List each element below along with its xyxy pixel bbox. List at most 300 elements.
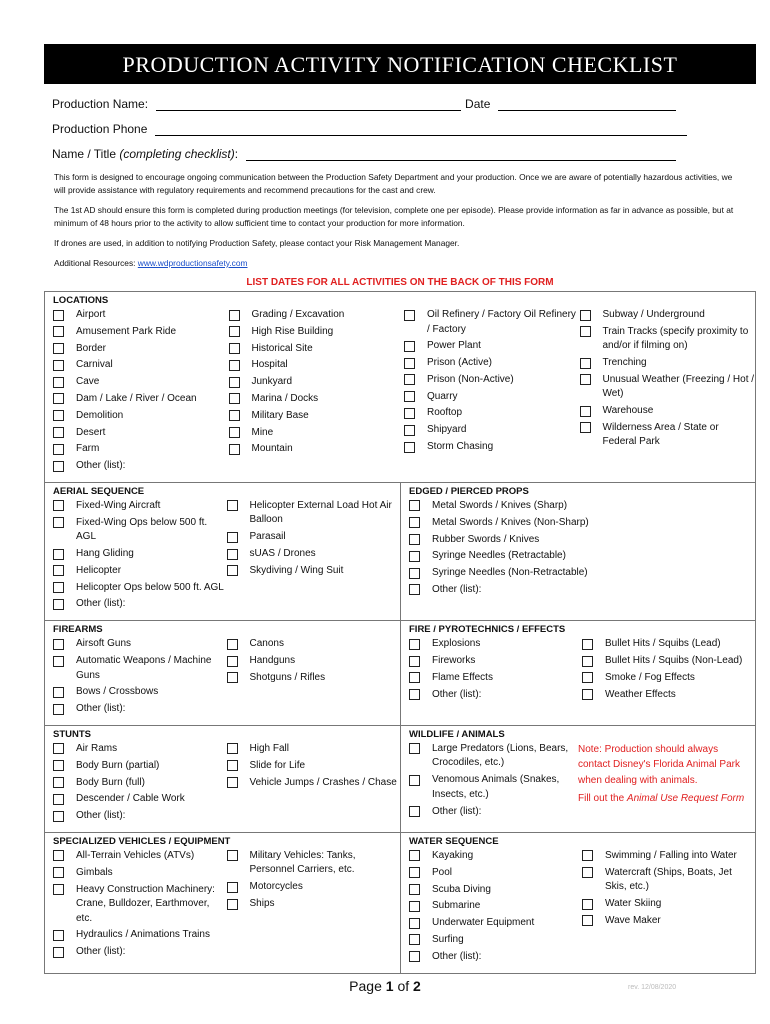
checklist-item[interactable] bbox=[53, 883, 227, 927]
checklist-item[interactable] bbox=[53, 809, 227, 824]
checklist-item[interactable] bbox=[404, 390, 580, 405]
section-heading-firearms: FIREARMS bbox=[53, 624, 103, 636]
checkbox[interactable] bbox=[582, 689, 593, 700]
checklist-item[interactable] bbox=[53, 581, 227, 596]
checkbox[interactable] bbox=[53, 656, 64, 667]
checklist-column bbox=[53, 742, 227, 826]
checklist-item[interactable] bbox=[582, 688, 755, 703]
checklist-item-label: Fireworks bbox=[432, 655, 476, 667]
checklist-item[interactable] bbox=[409, 637, 582, 652]
checkbox[interactable] bbox=[53, 639, 64, 650]
checklist-item[interactable] bbox=[227, 742, 401, 757]
checkbox[interactable] bbox=[580, 422, 591, 433]
checklist-item-label: Mountain bbox=[251, 443, 293, 455]
checkbox[interactable] bbox=[580, 358, 591, 369]
section-heading-stunts: STUNTS bbox=[53, 728, 91, 740]
checklist-item[interactable] bbox=[404, 339, 580, 354]
checklist-item[interactable] bbox=[229, 392, 405, 407]
checkbox[interactable] bbox=[53, 310, 64, 321]
checklist-item-label: Metal Swords / Knives (Sharp) bbox=[432, 499, 568, 511]
checklist-item[interactable] bbox=[582, 654, 755, 669]
checkbox[interactable] bbox=[53, 582, 64, 593]
checkbox[interactable] bbox=[53, 360, 64, 371]
production-name-field[interactable] bbox=[156, 97, 461, 111]
checklist-item[interactable] bbox=[53, 564, 227, 579]
checklist-item-label: Airsoft Guns bbox=[76, 638, 132, 650]
checklist-item-label: Other (list): bbox=[432, 805, 482, 817]
checklist-item[interactable] bbox=[53, 654, 227, 683]
checklist-item[interactable] bbox=[229, 409, 405, 424]
section-heading-water: WATER SEQUENCE bbox=[409, 835, 499, 847]
checkbox[interactable] bbox=[53, 760, 64, 771]
checklist-item[interactable] bbox=[404, 440, 580, 455]
checklist-item[interactable] bbox=[582, 637, 755, 652]
checkbox[interactable] bbox=[227, 639, 238, 650]
checklist-item[interactable] bbox=[227, 654, 401, 669]
checklist-item-label: Hydraulics / Animations Trains bbox=[76, 929, 210, 941]
checklist-item[interactable] bbox=[53, 325, 229, 340]
checklist-column bbox=[227, 499, 401, 614]
checkbox[interactable] bbox=[404, 310, 415, 321]
checklist-item[interactable] bbox=[53, 308, 229, 323]
checklist-item-label: Other (list): bbox=[76, 460, 126, 472]
checklist-item[interactable] bbox=[229, 375, 405, 390]
checklist-item[interactable] bbox=[227, 547, 401, 562]
checkbox[interactable] bbox=[409, 743, 420, 754]
checklist-item[interactable] bbox=[409, 950, 582, 965]
checklist-item-label: Grading / Excavation bbox=[251, 309, 345, 320]
checklist-item[interactable] bbox=[53, 637, 227, 652]
checkbox[interactable] bbox=[409, 918, 420, 929]
checklist-item-label: Mine bbox=[251, 426, 274, 438]
checklist-item[interactable] bbox=[404, 356, 580, 371]
checkbox[interactable] bbox=[227, 777, 238, 788]
checkbox[interactable] bbox=[227, 532, 238, 543]
checklist-item-label: Helicopter External Load Hot Air Balloon bbox=[249, 499, 392, 526]
checkbox[interactable] bbox=[409, 534, 420, 545]
checklist-item[interactable] bbox=[229, 426, 405, 441]
checkbox[interactable] bbox=[53, 377, 64, 388]
checklist-item-label: Descender / Cable Work bbox=[76, 793, 185, 805]
checklist-item[interactable] bbox=[582, 849, 755, 864]
checklist-item[interactable] bbox=[409, 899, 582, 914]
checkbox[interactable] bbox=[404, 341, 415, 352]
checklist-item-label: Helicopter bbox=[76, 564, 122, 576]
checklist-item[interactable] bbox=[227, 880, 401, 895]
checklist-item[interactable] bbox=[53, 358, 229, 373]
checklist-item-label: sUAS / Drones bbox=[249, 548, 316, 560]
checkbox[interactable] bbox=[227, 672, 238, 683]
checkbox[interactable] bbox=[227, 500, 238, 511]
checklist-item[interactable] bbox=[227, 759, 401, 774]
checklist-item-label: Farm bbox=[76, 443, 100, 455]
checklist-column bbox=[404, 308, 580, 476]
checklist-item[interactable] bbox=[409, 533, 755, 548]
checkbox[interactable] bbox=[229, 326, 240, 337]
checklist-column bbox=[409, 499, 755, 600]
checkbox[interactable] bbox=[580, 326, 591, 337]
checklist-item-label: Venomous Animals (Snakes, Insects, etc.) bbox=[432, 774, 560, 800]
checkbox[interactable] bbox=[580, 406, 591, 417]
checklist-column bbox=[409, 849, 582, 967]
checklist-item[interactable] bbox=[582, 671, 755, 686]
checklist-item-label: Gimbals bbox=[76, 866, 113, 878]
checklist-item[interactable] bbox=[229, 342, 405, 357]
checkbox[interactable] bbox=[53, 565, 64, 576]
checklist-item[interactable] bbox=[580, 373, 756, 402]
checkbox[interactable] bbox=[53, 410, 64, 421]
checklist-item[interactable] bbox=[580, 325, 756, 354]
checkbox[interactable] bbox=[227, 656, 238, 667]
checklist-item-label: Other (list): bbox=[76, 598, 126, 610]
checklist-sections bbox=[44, 291, 756, 974]
checklist-item[interactable] bbox=[409, 549, 755, 564]
checklist-column bbox=[53, 308, 229, 476]
checklist-item[interactable] bbox=[229, 308, 405, 323]
checklist-item-label: Desert bbox=[76, 426, 106, 438]
checklist-item[interactable] bbox=[53, 516, 227, 545]
checkbox[interactable] bbox=[53, 687, 64, 698]
checkbox[interactable] bbox=[53, 777, 64, 788]
checklist-column bbox=[53, 849, 227, 962]
checklist-item-label: Marina / Docks bbox=[251, 392, 319, 404]
checkbox[interactable] bbox=[409, 689, 420, 700]
checklist-item[interactable] bbox=[404, 373, 580, 388]
checklist-item-label: Air Rams bbox=[76, 742, 118, 754]
checklist-item-label: Slide for Life bbox=[249, 759, 306, 771]
checkbox[interactable] bbox=[582, 915, 593, 926]
checklist-column bbox=[53, 499, 227, 614]
checklist-item[interactable] bbox=[53, 776, 227, 791]
checkbox[interactable] bbox=[229, 310, 240, 321]
checklist-item[interactable] bbox=[53, 849, 227, 864]
checklist-item[interactable] bbox=[227, 564, 401, 579]
checklist-item[interactable] bbox=[53, 459, 229, 474]
checkbox[interactable] bbox=[582, 656, 593, 667]
date-label: Date bbox=[465, 97, 491, 111]
checklist-item-label: Warehouse bbox=[602, 405, 654, 417]
checklist-item[interactable] bbox=[53, 499, 227, 514]
checkbox[interactable] bbox=[404, 408, 415, 419]
checklist-item[interactable] bbox=[53, 442, 229, 457]
page-footer: Page 1 of 2 bbox=[349, 978, 421, 994]
form-title: PRODUCTION ACTIVITY NOTIFICATION CHECKLIST bbox=[44, 44, 756, 84]
checklist-item[interactable] bbox=[53, 597, 227, 612]
checklist-item[interactable] bbox=[580, 404, 756, 419]
checklist-item[interactable] bbox=[409, 654, 582, 669]
checkbox[interactable] bbox=[53, 867, 64, 878]
checkbox[interactable] bbox=[229, 360, 240, 371]
checklist-column bbox=[409, 742, 578, 821]
checklist-item-label: Dam / Lake / River / Ocean bbox=[76, 392, 197, 404]
checkbox[interactable] bbox=[229, 444, 240, 455]
checkbox[interactable] bbox=[229, 410, 240, 421]
checkbox[interactable] bbox=[404, 374, 415, 385]
checklist-item[interactable] bbox=[409, 883, 582, 898]
checkbox[interactable] bbox=[582, 639, 593, 650]
checklist-item-label: Weather Effects bbox=[605, 688, 676, 700]
intro-text bbox=[44, 171, 756, 270]
checkbox[interactable] bbox=[53, 517, 64, 528]
checklist-item[interactable] bbox=[582, 914, 755, 929]
checklist-item[interactable] bbox=[580, 308, 756, 323]
checkbox[interactable] bbox=[409, 934, 420, 945]
checklist-item[interactable] bbox=[409, 805, 578, 820]
checkbox[interactable] bbox=[53, 461, 64, 472]
checkbox[interactable] bbox=[53, 599, 64, 610]
checkbox[interactable] bbox=[582, 867, 593, 878]
checklist-item[interactable] bbox=[409, 583, 755, 598]
production-phone-field[interactable] bbox=[155, 122, 687, 136]
checkbox[interactable] bbox=[582, 850, 593, 861]
checklist-item-label: Demolition bbox=[76, 409, 124, 421]
header-fields bbox=[44, 90, 756, 165]
checkbox[interactable] bbox=[409, 867, 420, 878]
checklist-item-label: Swimming / Falling into Water bbox=[605, 849, 737, 861]
checklist-item-label: Power Plant bbox=[427, 340, 481, 352]
checkbox[interactable] bbox=[409, 551, 420, 562]
checklist-item-label: Amusement Park Ride bbox=[76, 325, 177, 337]
checkbox[interactable] bbox=[227, 565, 238, 576]
checklist-item[interactable] bbox=[53, 702, 227, 717]
checklist-item[interactable] bbox=[53, 547, 227, 562]
checklist-item-label: Storm Chasing bbox=[427, 441, 494, 453]
checklist-item-label: Wilderness Area / State or Federal Park bbox=[602, 421, 719, 448]
checkbox[interactable] bbox=[53, 427, 64, 438]
checklist-item-label: Military Vehicles: Tanks, Personnel Carriers, etc. bbox=[249, 849, 356, 876]
additional-resources: Additional Resources: www.wdproductionsafety.com bbox=[54, 258, 248, 268]
checkbox[interactable] bbox=[404, 358, 415, 369]
checklist-item-label: Wave Maker bbox=[605, 914, 661, 926]
checklist-item-label: Other (list): bbox=[432, 583, 482, 595]
checklist-item[interactable] bbox=[580, 356, 756, 371]
checklist-item-label: Handguns bbox=[249, 655, 296, 667]
checklist-item-label: Rooftop bbox=[427, 407, 463, 419]
checklist-item[interactable] bbox=[227, 671, 401, 686]
checkbox[interactable] bbox=[409, 568, 420, 579]
checkbox[interactable] bbox=[53, 743, 64, 754]
checkbox[interactable] bbox=[582, 672, 593, 683]
checklist-item[interactable] bbox=[409, 671, 582, 686]
checkbox[interactable] bbox=[229, 343, 240, 354]
checkbox[interactable] bbox=[227, 850, 238, 861]
checkbox[interactable] bbox=[409, 850, 420, 861]
checklist-item-label: High Fall bbox=[249, 742, 289, 754]
checklist-item[interactable] bbox=[409, 773, 578, 802]
checkbox[interactable] bbox=[404, 425, 415, 436]
checklist-item-label: Syringe Needles (Non-Retractable) bbox=[432, 567, 588, 579]
checkbox[interactable] bbox=[404, 391, 415, 402]
checklist-item[interactable] bbox=[409, 499, 755, 514]
checklist-column bbox=[229, 308, 405, 476]
resources-link[interactable]: www.wdproductionsafety.com bbox=[137, 258, 248, 268]
checkbox[interactable] bbox=[229, 377, 240, 388]
checkbox[interactable] bbox=[580, 374, 591, 385]
checklist-item[interactable] bbox=[409, 866, 582, 881]
checklist-column bbox=[53, 637, 227, 719]
checkbox[interactable] bbox=[53, 343, 64, 354]
checklist-item-label: Vehicle Jumps / Crashes / Chase bbox=[249, 776, 397, 788]
checklist-item[interactable] bbox=[409, 688, 582, 703]
checkbox[interactable] bbox=[53, 444, 64, 455]
checkbox[interactable] bbox=[409, 884, 420, 895]
checklist-item-label: Other (list): bbox=[76, 946, 126, 958]
checkbox[interactable] bbox=[227, 549, 238, 560]
checklist-item-label: Rubber Swords / Knives bbox=[432, 533, 540, 545]
checkbox[interactable] bbox=[409, 806, 420, 817]
checklist-item-label: Helicopter Ops below 500 ft. AGL bbox=[76, 581, 224, 593]
checklist-item[interactable] bbox=[409, 916, 582, 931]
section-heading-locations: LOCATIONS bbox=[53, 295, 109, 306]
checklist-item-label: Subway / Underground bbox=[602, 309, 705, 320]
checkbox[interactable] bbox=[409, 500, 420, 511]
checklist-item[interactable] bbox=[229, 442, 405, 457]
checklist-item-label: Bullet Hits / Squibs (Non-Lead) bbox=[605, 655, 743, 667]
checkbox[interactable] bbox=[53, 947, 64, 958]
checkbox[interactable] bbox=[227, 743, 238, 754]
animal-use-request-form-link[interactable]: Animal Use Request Form bbox=[626, 793, 745, 805]
checklist-column bbox=[409, 637, 582, 704]
checklist-item-label: Underwater Equipment bbox=[432, 917, 535, 929]
checkbox[interactable] bbox=[229, 393, 240, 404]
checklist-item[interactable] bbox=[53, 342, 229, 357]
checklist-item[interactable] bbox=[227, 897, 401, 912]
checklist-item[interactable] bbox=[227, 530, 401, 545]
checkbox[interactable] bbox=[53, 500, 64, 511]
checkbox[interactable] bbox=[53, 930, 64, 941]
checklist-item[interactable] bbox=[53, 392, 229, 407]
checklist-item[interactable] bbox=[580, 421, 756, 450]
checklist-item[interactable] bbox=[53, 685, 227, 700]
animal-note: Note: Production should always contact Disney's Florida Animal Park when dealing with animals. Fill out the Animal Use Request Form bbox=[578, 743, 745, 805]
intro-paragraph: This form is designed to encourage ongoing communication between the Production Safety Department and your production. Once we are aware of potentially hazardous activities, we will provide assistance with regulatory requirements and recommend precautions for the cast and crew. bbox=[54, 172, 733, 195]
section-heading-wildlife: WILDLIFE / ANIMALS bbox=[409, 728, 505, 740]
checkbox[interactable] bbox=[409, 901, 420, 912]
checkbox[interactable] bbox=[229, 427, 240, 438]
checklist-item[interactable] bbox=[409, 742, 578, 771]
checklist-item-label: Ships bbox=[249, 898, 275, 910]
checklist-item[interactable] bbox=[53, 792, 227, 807]
intro-paragraph: The 1st AD should ensure this form is completed during production meetings (for television, complete one per episode). Please provide information as far in advance as possible, but at minimum of 48 hours prior to the activity to allow sufficient time to contact your production for more information. bbox=[54, 205, 734, 228]
checklist-item-label: Motorcycles bbox=[249, 881, 303, 893]
checkbox[interactable] bbox=[53, 549, 64, 560]
checkbox[interactable] bbox=[404, 442, 415, 453]
checklist-item[interactable] bbox=[53, 866, 227, 881]
checklist-item-label: Parasail bbox=[249, 531, 286, 543]
name-title-label: Name / Title (completing checklist): bbox=[52, 147, 239, 161]
checkbox[interactable] bbox=[409, 584, 420, 595]
checklist-item[interactable] bbox=[227, 637, 401, 652]
checklist-item-label: Hospital bbox=[251, 359, 288, 371]
checkbox[interactable] bbox=[53, 794, 64, 805]
checklist-item[interactable] bbox=[404, 308, 580, 337]
checklist-item-label: Large Predators (Lions, Bears, Crocodiles, etc.) bbox=[432, 742, 569, 769]
checklist-item[interactable] bbox=[409, 933, 582, 948]
checklist-item-label: Watercraft (Ships, Boats, Jet Skis, etc.) bbox=[605, 866, 732, 893]
checklist-item[interactable] bbox=[53, 426, 229, 441]
checkbox[interactable] bbox=[409, 775, 420, 786]
checklist-item[interactable] bbox=[227, 776, 401, 791]
checklist-item-label: All-Terrain Vehicles (ATVs) bbox=[76, 849, 195, 861]
checklist-item[interactable] bbox=[227, 849, 401, 878]
checklist-item[interactable] bbox=[409, 566, 755, 581]
checklist-item[interactable] bbox=[53, 759, 227, 774]
checklist-item-label: Other (list): bbox=[432, 688, 482, 700]
checklist-item[interactable] bbox=[53, 928, 227, 943]
checkbox[interactable] bbox=[409, 672, 420, 683]
checkbox[interactable] bbox=[53, 393, 64, 404]
checkbox[interactable] bbox=[227, 899, 238, 910]
checkbox[interactable] bbox=[53, 704, 64, 715]
checkbox[interactable] bbox=[53, 850, 64, 861]
checklist-item-label: Carnival bbox=[76, 359, 113, 371]
section-heading-vehicles: SPECIALIZED VEHICLES / EQUIPMENT bbox=[53, 835, 231, 847]
checklist-item[interactable] bbox=[53, 409, 229, 424]
checklist-item-label: Canons bbox=[249, 638, 284, 650]
checklist-item-label: Skydiving / Wing Suit bbox=[249, 564, 344, 576]
checklist-item[interactable] bbox=[582, 897, 755, 912]
checklist-item-label: Fixed-Wing Ops below 500 ft. AGL bbox=[76, 516, 208, 543]
checklist-item-label: Scuba Diving bbox=[432, 883, 491, 895]
checklist-item[interactable] bbox=[53, 945, 227, 960]
checklist-item-label: Bows / Crossbows bbox=[76, 686, 159, 698]
checklist-item-label: Explosions bbox=[432, 638, 481, 650]
checklist-item[interactable] bbox=[404, 406, 580, 421]
name-title-field[interactable] bbox=[246, 147, 676, 161]
checklist-item-label: Fixed-Wing Aircraft bbox=[76, 499, 161, 511]
checkbox[interactable] bbox=[53, 811, 64, 822]
checkbox[interactable] bbox=[53, 884, 64, 895]
checklist-item-label: Other (list): bbox=[76, 703, 126, 715]
checklist-item-label: Other (list): bbox=[432, 950, 482, 962]
checklist-item-label: Trenching bbox=[602, 357, 647, 369]
checklist-item-label: Syringe Needles (Retractable) bbox=[432, 550, 566, 562]
section-heading-edged: EDGED / PIERCED PROPS bbox=[409, 485, 529, 497]
checklist-item[interactable] bbox=[582, 866, 755, 895]
checklist-column bbox=[582, 849, 755, 967]
checkbox[interactable] bbox=[580, 310, 591, 321]
production-name-label: Production Name: bbox=[52, 97, 149, 111]
production-phone-label: Production Phone bbox=[52, 122, 148, 136]
checkbox[interactable] bbox=[409, 656, 420, 667]
checklist-column bbox=[227, 637, 401, 719]
checklist-item[interactable] bbox=[53, 375, 229, 390]
checkbox[interactable] bbox=[409, 639, 420, 650]
checklist-item-label: Border bbox=[76, 342, 107, 354]
checkbox[interactable] bbox=[53, 326, 64, 337]
checklist-item-label: Surfing bbox=[432, 933, 464, 945]
checklist-item[interactable] bbox=[229, 358, 405, 373]
checklist-item-label: Water Skiing bbox=[605, 898, 662, 910]
checkbox[interactable] bbox=[227, 882, 238, 893]
checklist-item[interactable] bbox=[53, 742, 227, 757]
checklist-item[interactable] bbox=[227, 499, 401, 528]
date-field[interactable] bbox=[498, 97, 676, 111]
checklist-item[interactable] bbox=[404, 423, 580, 438]
checklist-item-label: Other (list): bbox=[76, 810, 126, 822]
checkbox[interactable] bbox=[582, 899, 593, 910]
checklist-item[interactable] bbox=[409, 849, 582, 864]
checklist-item[interactable] bbox=[229, 325, 405, 340]
checklist-item[interactable] bbox=[409, 516, 755, 531]
checkbox[interactable] bbox=[409, 951, 420, 962]
section-heading-fire: FIRE / PYROTECHNICS / EFFECTS bbox=[409, 624, 566, 636]
checklist-item-label: Metal Swords / Knives (Non-Sharp) bbox=[432, 516, 589, 528]
checkbox[interactable] bbox=[409, 517, 420, 528]
checkbox[interactable] bbox=[227, 760, 238, 771]
checklist-item-label: Heavy Construction Machinery: Crane, Bulldozer, Earthmover, etc. bbox=[76, 883, 215, 924]
checklist-column bbox=[227, 849, 401, 962]
